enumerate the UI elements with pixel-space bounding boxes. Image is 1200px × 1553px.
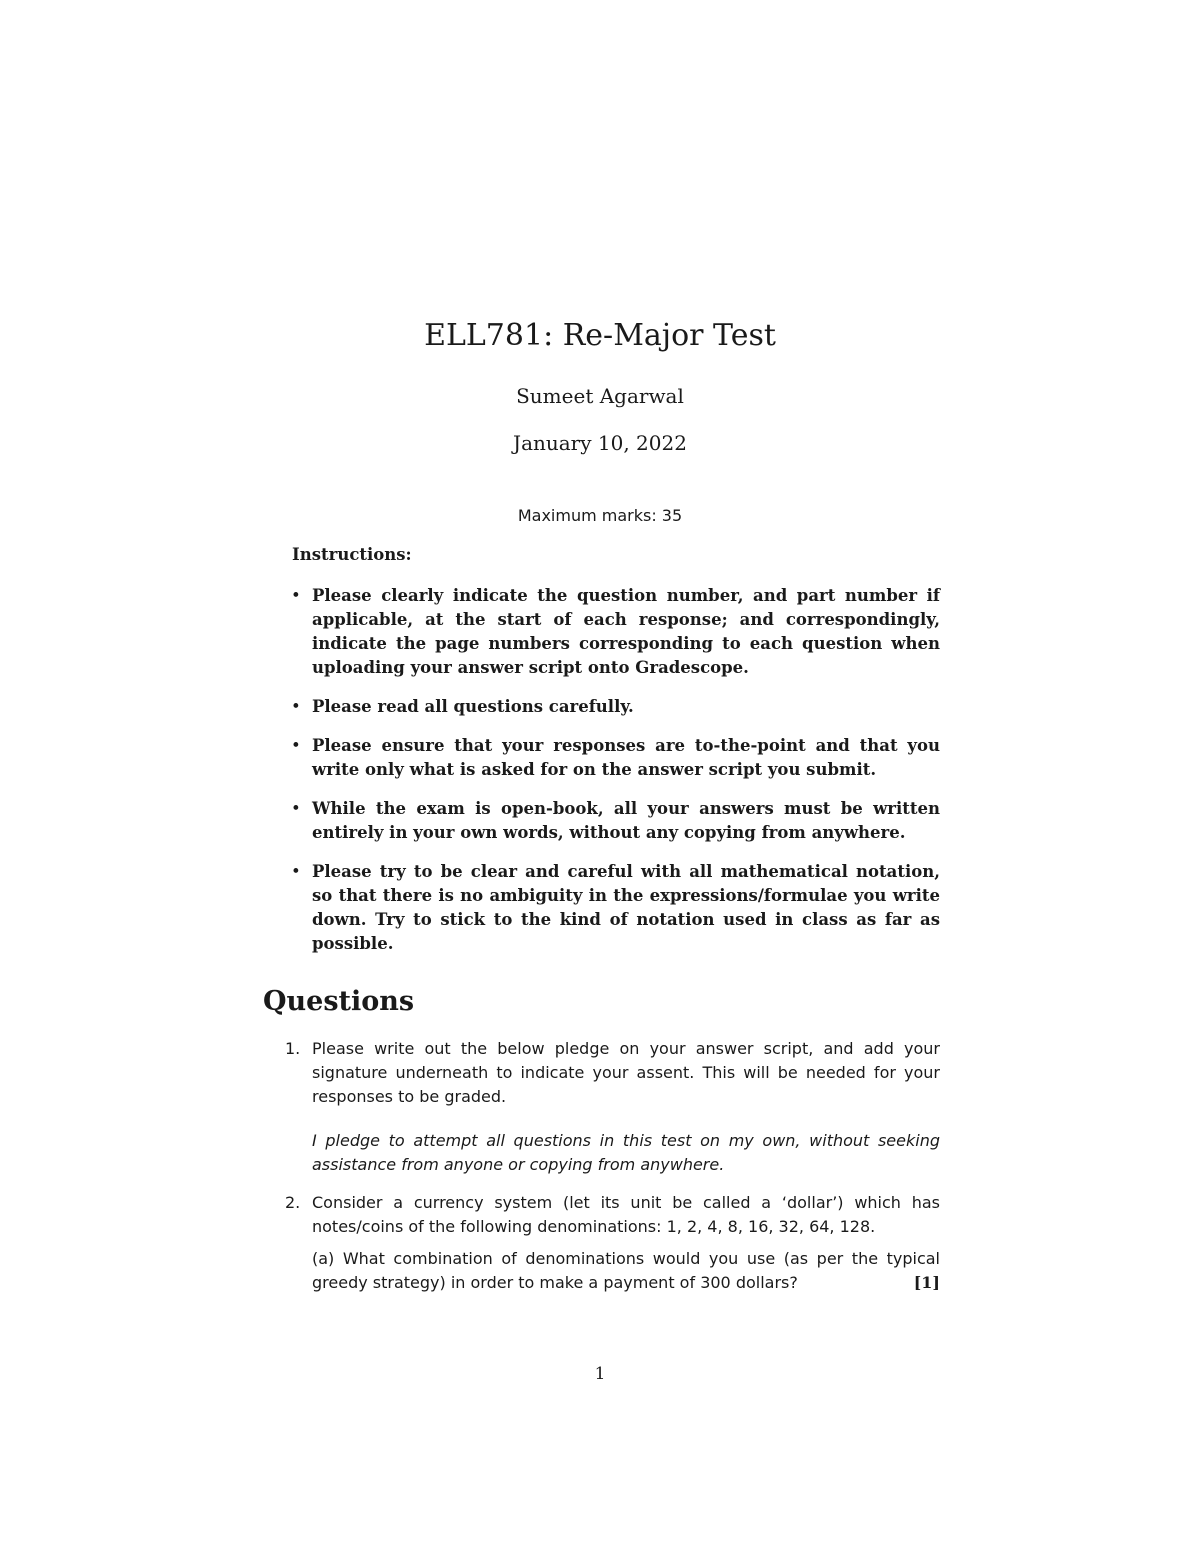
question-text: Consider a currency system (let its unit be called a ‘dollar’) which has notes/coins of the following denominations: 1, 2, 4, 8, 16, 32, 64, 128. (312, 1193, 940, 1236)
part-a-text: (a) What combination of denominations would you use (as per the typical greedy strategy) in order to make a payment of 300 dollars? (312, 1249, 940, 1292)
page-number: 1 (594, 1364, 606, 1384)
bullet-icon: • (291, 736, 301, 755)
question-part-a (312, 1247, 940, 1295)
bullet-icon: • (291, 799, 301, 818)
instruction-item (285, 584, 940, 680)
author-name: Sumeet Agarwal (516, 384, 684, 408)
instruction-text: Please read all questions carefully. (312, 697, 634, 716)
bullet-icon: • (291, 697, 301, 716)
instructions-list (285, 584, 940, 971)
question-1 (285, 1037, 940, 1177)
question-number: 1. (285, 1039, 301, 1058)
question-2 (285, 1191, 940, 1295)
instruction-item (285, 734, 940, 782)
maximum-marks: Maximum marks: 35 (517, 506, 683, 525)
instruction-text: Please try to be clear and careful with all mathematical notation, so that there is no ambiguity in the expressions/formulae you write down. Try to stick to the kind of notation used in class as far as possible. (312, 862, 940, 953)
instruction-text: Please ensure that your responses are to-the-point and that you write only what is asked for on the answer script you submit. (312, 736, 940, 779)
question-text: Please write out the below pledge on your answer script, and add your signature underneath to indicate your assent. This will be needed for your responses to be graded. (312, 1039, 940, 1106)
test-date: January 10, 2022 (513, 431, 687, 455)
bullet-icon: • (291, 586, 301, 605)
page-title: ELL781: Re-Major Test (424, 318, 776, 353)
instruction-item (285, 695, 940, 719)
instruction-text: While the exam is open-book, all your answers must be written entirely in your own words, without any copying from anywhere. (312, 799, 940, 842)
pledge-text: I pledge to attempt all questions in this test on my own, without seeking assistance from anyone or copying from anywhere. (312, 1131, 940, 1174)
question-number: 2. (285, 1193, 301, 1212)
instruction-text: Please clearly indicate the question number, and part number if applicable, at the start of each response; and correspondingly, indicate the page numbers corresponding to each question when uploading your answer script onto Gradescope. (312, 586, 940, 677)
bullet-icon: • (291, 862, 301, 881)
questions-heading: Questions (263, 986, 415, 1017)
part-a-marks: [1] (913, 1273, 940, 1292)
instruction-item (285, 797, 940, 845)
instructions-heading: Instructions: (292, 545, 412, 564)
questions-list (285, 1037, 940, 1309)
instruction-item (285, 860, 940, 956)
